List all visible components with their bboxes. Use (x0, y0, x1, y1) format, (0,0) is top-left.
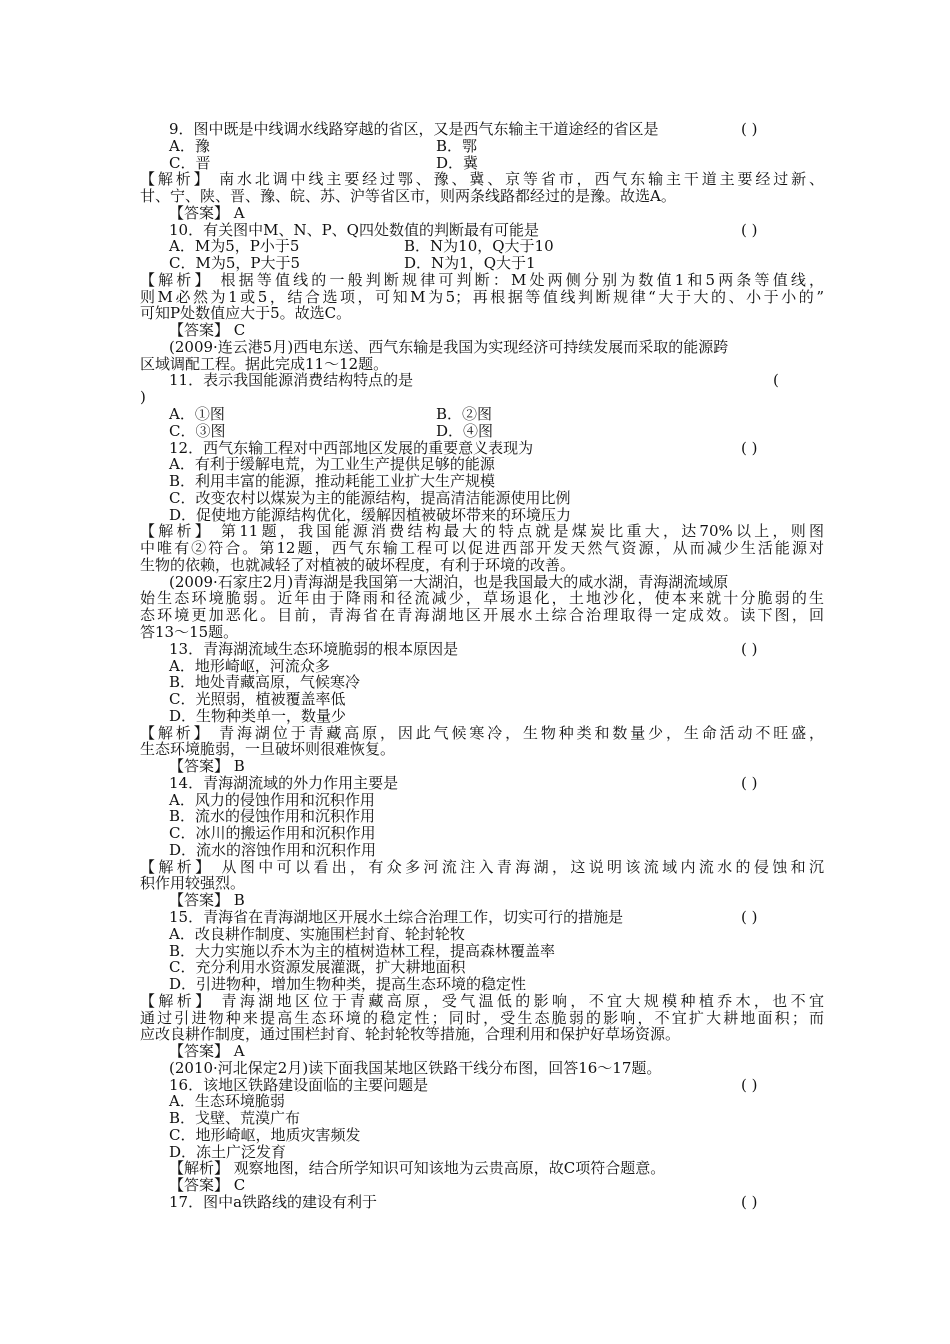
text-segment: ( ) (741, 438, 758, 457)
text-segment: 9．图中既是中线调水线路穿越的省区，又是西气东输主干道途经的省区是 (169, 120, 659, 138)
text-segment: B．地处青藏高原，气候寒冷 (169, 673, 361, 692)
text-line (0, 993, 950, 1010)
text-line (0, 1060, 950, 1077)
text-segment: B．戈壁、荒漠广布 (169, 1109, 301, 1128)
text-segment: 【解析】 观察地图，结合所学知识可知该地为云贵高原，故C项符合题意。 (169, 1159, 666, 1178)
text-line (0, 255, 950, 272)
text-line (0, 691, 950, 708)
text-segment: C．③图 (169, 421, 226, 440)
text-line (0, 322, 950, 339)
text-segment: A．地形崎岖，河流众多 (169, 656, 330, 675)
text-segment: 答13～15题。 (140, 622, 239, 641)
text-segment: 则M必然为1或5，结合选项，可知M为5；再根据等值线判断规律“大于大的、小于小的” (140, 287, 824, 306)
text-segment: ( ) (741, 639, 758, 658)
text-segment: 16．该地区铁路建设面临的主要问题是 (169, 1075, 429, 1094)
text-line (0, 1010, 950, 1027)
text-segment: ( ) (741, 220, 758, 239)
text-segment: 【答案】 B (169, 891, 245, 910)
text-line (0, 238, 950, 255)
document-body (0, 121, 950, 1211)
text-line (0, 121, 950, 138)
text-line (0, 423, 950, 440)
text-line (0, 859, 950, 876)
text-segment: ( ) (741, 773, 758, 792)
text-line (0, 155, 950, 172)
text-segment: (2010·河北保定2月)读下面我国某地区铁路干线分布图，回答16～17题。 (169, 1058, 662, 1077)
text-segment: 中唯有②符合。第12题，西气东输工程可以促进西部开发天然气资源，从而减少生活能源对 (140, 539, 824, 558)
text-line (0, 372, 950, 389)
text-segment: 可知P处数值应大于5。故选C。 (140, 304, 352, 323)
text-segment: A．生态环境脆弱 (169, 1092, 285, 1111)
text-line (0, 792, 950, 809)
text-segment: ( ) (741, 1075, 758, 1094)
text-line (0, 1160, 950, 1177)
text-segment: D．冀 (436, 153, 479, 172)
text-line (0, 456, 950, 473)
text-segment: 生物的依赖，也就减轻了对植被的破坏程度，有利于环境的改善。 (140, 555, 576, 574)
text-line (0, 825, 950, 842)
text-line (0, 1144, 950, 1161)
text-segment: D．冻土广泛发育 (169, 1142, 287, 1161)
text-line (0, 875, 950, 892)
text-segment: A．①图 (169, 405, 225, 424)
text-segment: 应改良耕作制度，通过围栏封育、轮封轮牧等措施，合理利用和保护好草场资源。 (140, 1025, 681, 1044)
text-line (0, 272, 950, 289)
text-line (0, 658, 950, 675)
text-segment: B．②图 (436, 405, 493, 424)
text-line (0, 205, 950, 222)
text-line (0, 725, 950, 742)
text-line (0, 1194, 950, 1211)
text-segment: D．流水的溶蚀作用和沉积作用 (169, 840, 377, 859)
text-line (0, 440, 950, 457)
text-segment: 14．青海湖流域的外力作用主要是 (169, 773, 399, 792)
text-segment: B．利用丰富的能源，推动耗能工业扩大生产规模 (169, 472, 496, 491)
text-line (0, 490, 950, 507)
text-segment: 积作用较强烈。 (140, 874, 246, 893)
text-line (0, 708, 950, 725)
text-line (0, 892, 950, 909)
text-segment: C．冰川的搬运作用和沉积作用 (169, 824, 376, 843)
text-segment: ( ) (741, 907, 758, 926)
text-segment: 【解析】 第11题，我国能源消费结构最大的特点就是煤炭比重大，达70%以上，则图 (140, 522, 824, 541)
text-segment: A．改良耕作制度、实施围栏封育、轮封轮牧 (169, 924, 465, 943)
text-segment: 11．表示我国能源消费结构特点的是 (169, 371, 414, 390)
text-segment: 通过引进物种来提高生态环境的稳定性；同时，受生态脆弱的影响，不宜扩大耕地面积；而 (140, 1008, 824, 1027)
text-segment: D．N为1，Q大于1 (404, 254, 536, 273)
text-line (0, 1110, 950, 1127)
text-segment: D．引进物种，增加生物种类，提高生态环境的稳定性 (169, 975, 527, 994)
text-segment: C．晋 (169, 153, 211, 172)
text-segment: 【解析】 从图中可以看出，有众多河流注入青海湖，这说明该流域内流水的侵蚀和沉 (140, 857, 824, 876)
text-line (0, 909, 950, 926)
text-line (0, 1127, 950, 1144)
text-line (0, 976, 950, 993)
text-line (0, 607, 950, 624)
text-line (0, 1043, 950, 1060)
text-segment: 10．有关图中M、N、P、Q四处数值的判断最有可能是 (169, 220, 539, 239)
text-segment: B．大力实施以乔木为主的植树造林工程，提高森林覆盖率 (169, 941, 556, 960)
text-segment: 始生态环境脆弱。近年由于降雨和径流减少，草场退化，土地沙化，使本来就十分脆弱的生 (140, 589, 824, 608)
text-line (0, 339, 950, 356)
text-segment: C．光照弱，植被覆盖率低 (169, 690, 346, 709)
text-segment: ( ) (741, 120, 758, 138)
text-segment: ( ) (741, 1193, 758, 1211)
text-line (0, 138, 950, 155)
text-segment: A．M为5，P小于5 (169, 237, 300, 256)
text-segment: C．改变农村以煤炭为主的能源结构，提高清洁能源使用比例 (169, 488, 571, 507)
text-segment: D．④图 (436, 421, 494, 440)
text-segment: 15．青海省在青海湖地区开展水土综合治理工作，切实可行的措施是 (169, 907, 624, 926)
text-line (0, 641, 950, 658)
text-segment: A．有利于缓解电荒，为工业生产提供足够的能源 (169, 455, 495, 474)
text-segment: 【解析】 青海湖位于青藏高原，因此气候寒冷，生物种类和数量少，生命活动不旺盛， (140, 723, 824, 742)
text-line (0, 289, 950, 306)
text-line (0, 590, 950, 607)
text-segment: ( (773, 371, 779, 390)
text-segment: 【答案】 B (169, 757, 245, 776)
text-line (0, 959, 950, 976)
text-line (0, 574, 950, 591)
text-segment: (2009·连云港5月)西电东送、西气东输是我国为实现经济可持续发展而采取的能源跨 (169, 337, 729, 356)
text-line (0, 540, 950, 557)
text-line (0, 842, 950, 859)
text-line (0, 222, 950, 239)
text-segment: D．生物种类单一，数量少 (169, 706, 347, 725)
text-segment: A．豫 (169, 136, 210, 155)
text-line (0, 356, 950, 373)
text-line (0, 775, 950, 792)
text-line (0, 808, 950, 825)
text-segment: (2009·石家庄2月)青海湖是我国第一大湖泊，也是我国最大的咸水湖，青海湖流域原 (169, 572, 729, 591)
text-segment: 13．青海湖流域生态环境脆弱的根本原因是 (169, 639, 459, 658)
text-line (0, 305, 950, 322)
text-segment: 【答案】 C (169, 1176, 246, 1195)
text-segment: 【解析】 南水北调中线主要经过鄂、豫、冀、京等省市，西气东输主干道主要经过新、 (140, 170, 824, 189)
text-segment: B．N为10，Q大于10 (404, 237, 554, 256)
text-line (0, 1026, 950, 1043)
text-line (0, 674, 950, 691)
text-line (0, 171, 950, 188)
text-segment: 生态环境脆弱，一旦破坏则很难恢复。 (140, 740, 396, 759)
text-segment: ) (140, 388, 146, 407)
text-segment: C．M为5，P大于5 (169, 254, 301, 273)
text-segment: C．充分利用水资源发展灌溉，扩大耕地面积 (169, 958, 466, 977)
text-line (0, 943, 950, 960)
text-line (0, 758, 950, 775)
text-segment: 【解析】 根据等值线的一般判断规律可判断：M处两侧分别为数值1和5两条等值线， (140, 270, 824, 289)
text-segment: 态环境更加恶化。目前，青海省在青海湖地区开展水土综合治理取得一定成效。读下图，回 (140, 606, 824, 625)
text-line (0, 473, 950, 490)
text-segment: B．鄂 (436, 136, 478, 155)
text-segment: 17．图中a铁路线的建设有利于 (169, 1193, 378, 1211)
text-segment: 【答案】 A (169, 1042, 245, 1061)
text-line (0, 389, 950, 406)
text-line (0, 507, 950, 524)
text-line (0, 406, 950, 423)
text-line (0, 1093, 950, 1110)
text-segment: 【答案】 A (169, 203, 245, 222)
text-segment: C．地形崎岖，地质灾害频发 (169, 1125, 361, 1144)
text-segment: 区域调配工程。据此完成11～12题。 (140, 354, 389, 373)
text-segment: 甘、宁、陕、晋、豫、皖、苏、沪等省区市，则两条线路都经过的是豫。故选A。 (140, 187, 676, 206)
text-segment: 【解析】 青海湖地区位于青藏高原，受气温低的影响，不宜大规模种植乔木，也不宜 (140, 991, 824, 1010)
text-segment: D．促使地方能源结构优化，缓解因植被破坏带来的环境压力 (169, 505, 572, 524)
text-line (0, 557, 950, 574)
text-line (0, 523, 950, 540)
text-segment: B．流水的侵蚀作用和沉积作用 (169, 807, 376, 826)
text-line (0, 741, 950, 758)
text-line (0, 188, 950, 205)
text-line (0, 926, 950, 943)
text-line (0, 1177, 950, 1194)
text-segment: 【答案】 C (169, 321, 246, 340)
text-segment: A．风力的侵蚀作用和沉积作用 (169, 790, 375, 809)
text-line (0, 624, 950, 641)
text-segment: 12．西气东输工程对中西部地区发展的重要意义表现为 (169, 438, 534, 457)
text-line (0, 1077, 950, 1094)
